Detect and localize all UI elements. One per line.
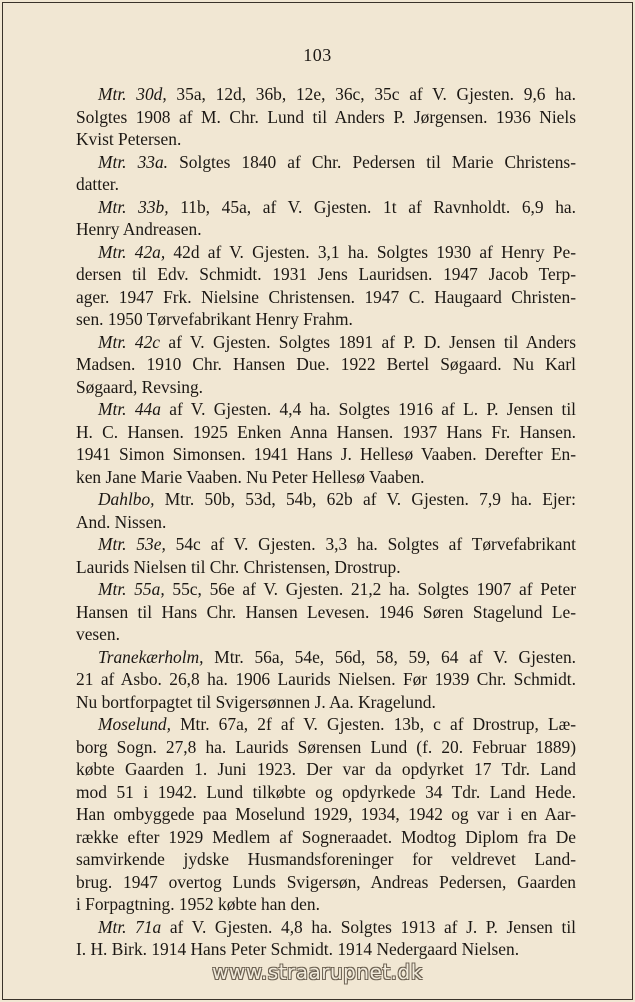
entry-line <box>76 83 576 106</box>
property-entry <box>76 83 576 151</box>
property-entry <box>76 398 576 488</box>
entry-line <box>76 713 576 736</box>
entry-line: Nu bortforpagtet til Svigersønnen J. Aa. Kragelund. <box>76 691 436 712</box>
page-number: 103 <box>303 45 332 65</box>
entry-line: And. Nissen. <box>76 511 167 532</box>
entry-title: Tranekærholm, <box>98 646 204 667</box>
entry-line: I. H. Birk. 1914 Hans Peter Schmidt. 1914 Nedergaard Nielsen. <box>76 939 520 959</box>
entry-title: Mtr. 33b, <box>98 196 169 217</box>
entry-text: af V. Gjesten. 4,8 ha. Solgtes 1913 af J. P. Jensen til <box>161 916 576 937</box>
entry-title: Mtr. 42c <box>98 331 160 352</box>
entry-line: Søgaard, Revsing. <box>76 376 204 397</box>
entry-title: Mtr. 71a <box>98 916 162 937</box>
entry-text: Mtr. 50b, 53d, 54b, 62b af V. Gjesten. 7,9 ha. Ejer: <box>154 489 576 509</box>
entry-line: samvirkende jydske Husmandsforeninger for veldrevet Land- <box>76 849 576 869</box>
entry-line <box>76 578 576 601</box>
entry-line: datter. <box>76 174 119 194</box>
entry-line: Laurids Nielsen til Chr. Christensen, Drostrup. <box>76 556 401 577</box>
entry-line: Madsen. 1910 Chr. Hansen Due. 1922 Bertel Søgaard. Nu Karl <box>76 354 576 374</box>
entry-line: Solgtes 1908 af M. Chr. Lund til Anders P. Jørgensen. 1936 Niels <box>76 106 576 127</box>
entry-text: af V. Gjesten. 4,4 ha. Solgtes 1916 af L. P. Jensen til <box>160 399 576 419</box>
entry-line: H. C. Hansen. 1925 Enken Anna Hansen. 1937 Hans Fr. Hansen. <box>76 421 576 442</box>
entry-line: mod 51 i 1942. Lund tilkøbte og opdyrkede 34 Tdr. Land Hede. <box>76 781 576 802</box>
entry-line <box>76 398 576 421</box>
entry-line <box>76 196 576 219</box>
entry-line: Hansen til Hans Chr. Hansen Levesen. 1946 Søren Stagelund Le- <box>76 601 576 622</box>
entry-title: Mtr. 42a, <box>98 241 166 262</box>
entry-line: købte Gaarden 1. Juni 1923. Der var da opdyrket 17 Tdr. Land <box>76 759 576 779</box>
entry-line: Henry Andreasen. <box>76 219 202 239</box>
entry-line: Kvist Petersen. <box>76 129 182 149</box>
entry-line: sen. 1950 Tørvefabrikant Henry Frahm. <box>76 309 353 329</box>
entry-line: dersen til Edv. Schmidt. 1931 Jens Lauridsen. 1947 Jacob Terp- <box>76 264 576 284</box>
entry-line: ken Jane Marie Vaaben. Nu Peter Hellesø Vaaben. <box>76 466 425 487</box>
entry-title: Mtr. 33a. <box>98 151 169 172</box>
property-entry <box>76 533 576 578</box>
entry-line: række efter 1929 Medlem af Sogneraadet. Modtog Diplom fra De <box>76 826 576 847</box>
property-entry <box>76 916 576 961</box>
watermark: www.straarupnet.dk <box>212 960 423 984</box>
entry-text: 11b, 45a, af V. Gjesten. 1t af Ravnholdt. 6,9 ha. <box>168 196 576 217</box>
entry-title: Mtr. 44a <box>98 399 161 419</box>
property-entry <box>76 241 576 331</box>
entry-text: Mtr. 67a, 2f af V. Gjesten. 13b, c af Drostrup, Læ- <box>170 714 576 734</box>
entry-text: af V. Gjesten. Solgtes 1891 af P. D. Jensen til Anders <box>159 331 576 352</box>
property-entry <box>76 331 576 399</box>
entry-text: 55c, 56e af V. Gjesten. 21,2 ha. Solgtes 1907 af Peter <box>164 579 576 599</box>
property-entry <box>76 196 576 241</box>
entry-line <box>76 151 576 174</box>
entry-line: vesen. <box>76 624 120 644</box>
document-body <box>76 83 576 961</box>
entry-line: ager. 1947 Frk. Nielsine Christensen. 1947 C. Haugaard Christen- <box>76 286 576 307</box>
entry-title: Dahlbo, <box>98 489 155 509</box>
entry-title: Moselund, <box>98 714 171 734</box>
entry-title: Mtr. 30d, <box>98 84 167 104</box>
entry-title: Mtr. 55a, <box>98 579 165 599</box>
entry-line <box>76 331 576 354</box>
entry-line: i Forpagtning. 1952 købte han den. <box>76 894 320 914</box>
entry-line <box>76 916 576 939</box>
entry-text: Solgtes 1840 af Chr. Pedersen til Marie Christens- <box>168 151 576 172</box>
property-entry <box>76 646 576 714</box>
entry-text: Mtr. 56a, 54e, 56d, 58, 59, 64 af V. Gjesten. <box>203 646 576 667</box>
entry-line: 1941 Simon Simonsen. 1941 Hans J. Hellesø Vaaben. Derefter En- <box>76 444 576 464</box>
entry-line <box>76 241 576 264</box>
entry-line <box>76 533 576 556</box>
entry-text: 35a, 12d, 36b, 12e, 36c, 35c af V. Gjesten. 9,6 ha. <box>166 84 576 104</box>
entry-line <box>76 488 576 511</box>
entry-line: Han ombyggede paa Moselund 1929, 1934, 1942 og var i en Aar- <box>76 804 576 824</box>
property-entry <box>76 151 576 196</box>
property-entry <box>76 488 576 533</box>
entry-line <box>76 646 576 669</box>
entry-line: borg Sogn. 27,8 ha. Laurids Sørensen Lund (f. 20. Februar 1889) <box>76 736 576 757</box>
entry-line: brug. 1947 overtog Lunds Svigersøn, Andreas Pedersen, Gaarden <box>76 871 576 892</box>
entry-title: Mtr. 53e, <box>98 534 166 554</box>
entry-line: 21 af Asbo. 26,8 ha. 1906 Laurids Nielsen. Før 1939 Chr. Schmidt. <box>76 669 576 689</box>
entry-text: 54c af V. Gjesten. 3,3 ha. Solgtes af Tørvefabrikant <box>165 534 576 554</box>
entry-text: 42d af V. Gjesten. 3,1 ha. Solgtes 1930 af Henry Pe- <box>165 241 576 262</box>
property-entry <box>76 713 576 916</box>
property-entry <box>76 578 576 646</box>
